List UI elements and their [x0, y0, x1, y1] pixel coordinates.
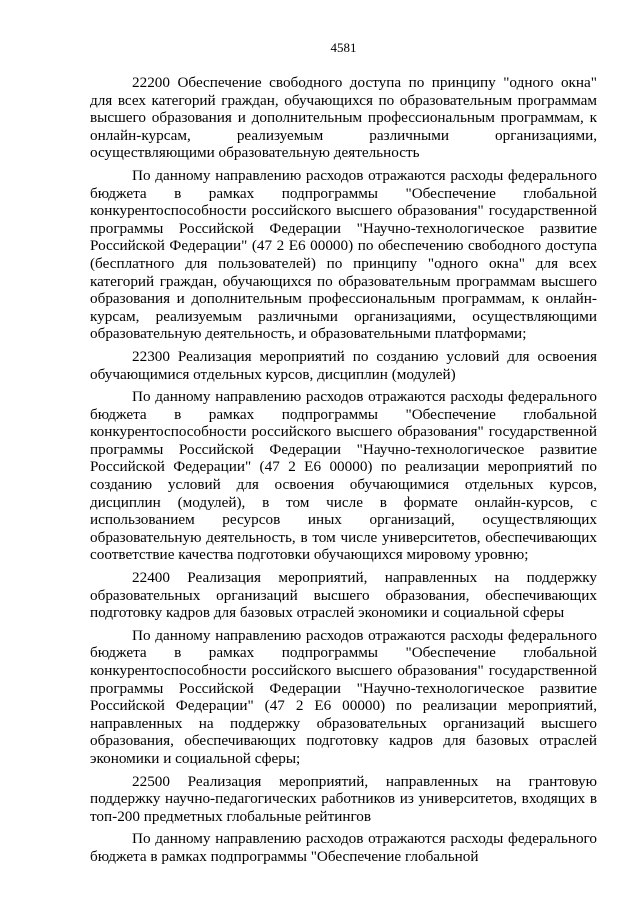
paragraph: По данному направлению расходов отражаются расходы федерального бюджета в рамках подпрограммы "Обеспечение глобальной конкурентоспособности российского высшего образования" государственной программы Российской Федерации "Научно-технологическое развитие Российской Федерации" (47 2 Е6 00000) по реализации мероприятий, направленных на поддержку образовательных организаций высшего образования, обеспечивающих подготовку кадров для базовых отраслей экономики и социальной сферы; [90, 626, 597, 767]
paragraph: 22500 Реализация мероприятий, направленных на грантовую поддержку научно-педагогических работников из университетов, входящих в топ-200 предметных глобальные рейтингов [90, 772, 597, 825]
paragraph: По данному направлению расходов отражаются расходы федерального бюджета в рамках подпрограммы "Обеспечение глобальной [90, 830, 597, 865]
paragraph: 22300 Реализация мероприятий по созданию условий для освоения обучающимися отдельных курсов, дисциплин (модулей) [90, 347, 597, 383]
paragraph: По данному направлению расходов отражаются расходы федерального бюджета в рамках подпрограммы "Обеспечение глобальной конкурентоспособности российского высшего образования" государственной программы Российской Федерации "Научно-технологическое развитие Российской Федерации" (47 2 Е6 00000) по реализации мероприятий по созданию условий для освоения обучающимися отдельных курсов, дисциплин (модулей), в том числе в формате онлайн-курсов, с использованием ресурсов иных организаций, осуществляющих образовательную деятельность, в том числе университетов, обеспечивающих соответствие качества подготовки обучающихся мировому уровню; [90, 388, 597, 564]
paragraph: 22400 Реализация мероприятий, направленных на поддержку образовательных организаций высшего образования, обеспечивающих подготовку кадров для базовых отраслей экономики и социальной сферы [90, 569, 597, 622]
page-number: 4581 [330, 40, 357, 55]
paragraph: 22200 Обеспечение свободного доступа по принципу "одного окна" для всех категорий граждан, обучающихся по образовательным программам высшего образования и дополнительным профессиональным программам, к онлайн-курсам, реализуемым различными организациями, осуществляющими образовательную деятельность [90, 74, 597, 162]
paragraph: По данному направлению расходов отражаются расходы федерального бюджета в рамках подпрограммы "Обеспечение глобальной конкурентоспособности российского высшего образования" государственной программы Российской Федерации "Научно-технологическое развитие Российской Федерации" (47 2 Е6 00000) по обеспечению свободного доступа (бесплатного для пользователей) по принципу "одного окна" для всех категорий граждан, обучающихся по образовательным программам высшего образования и дополнительным профессиональным программам, к онлайн-курсам, реализуемым различными организациями, осуществляющими образовательную деятельность, и образовательными платформами; [90, 166, 597, 343]
